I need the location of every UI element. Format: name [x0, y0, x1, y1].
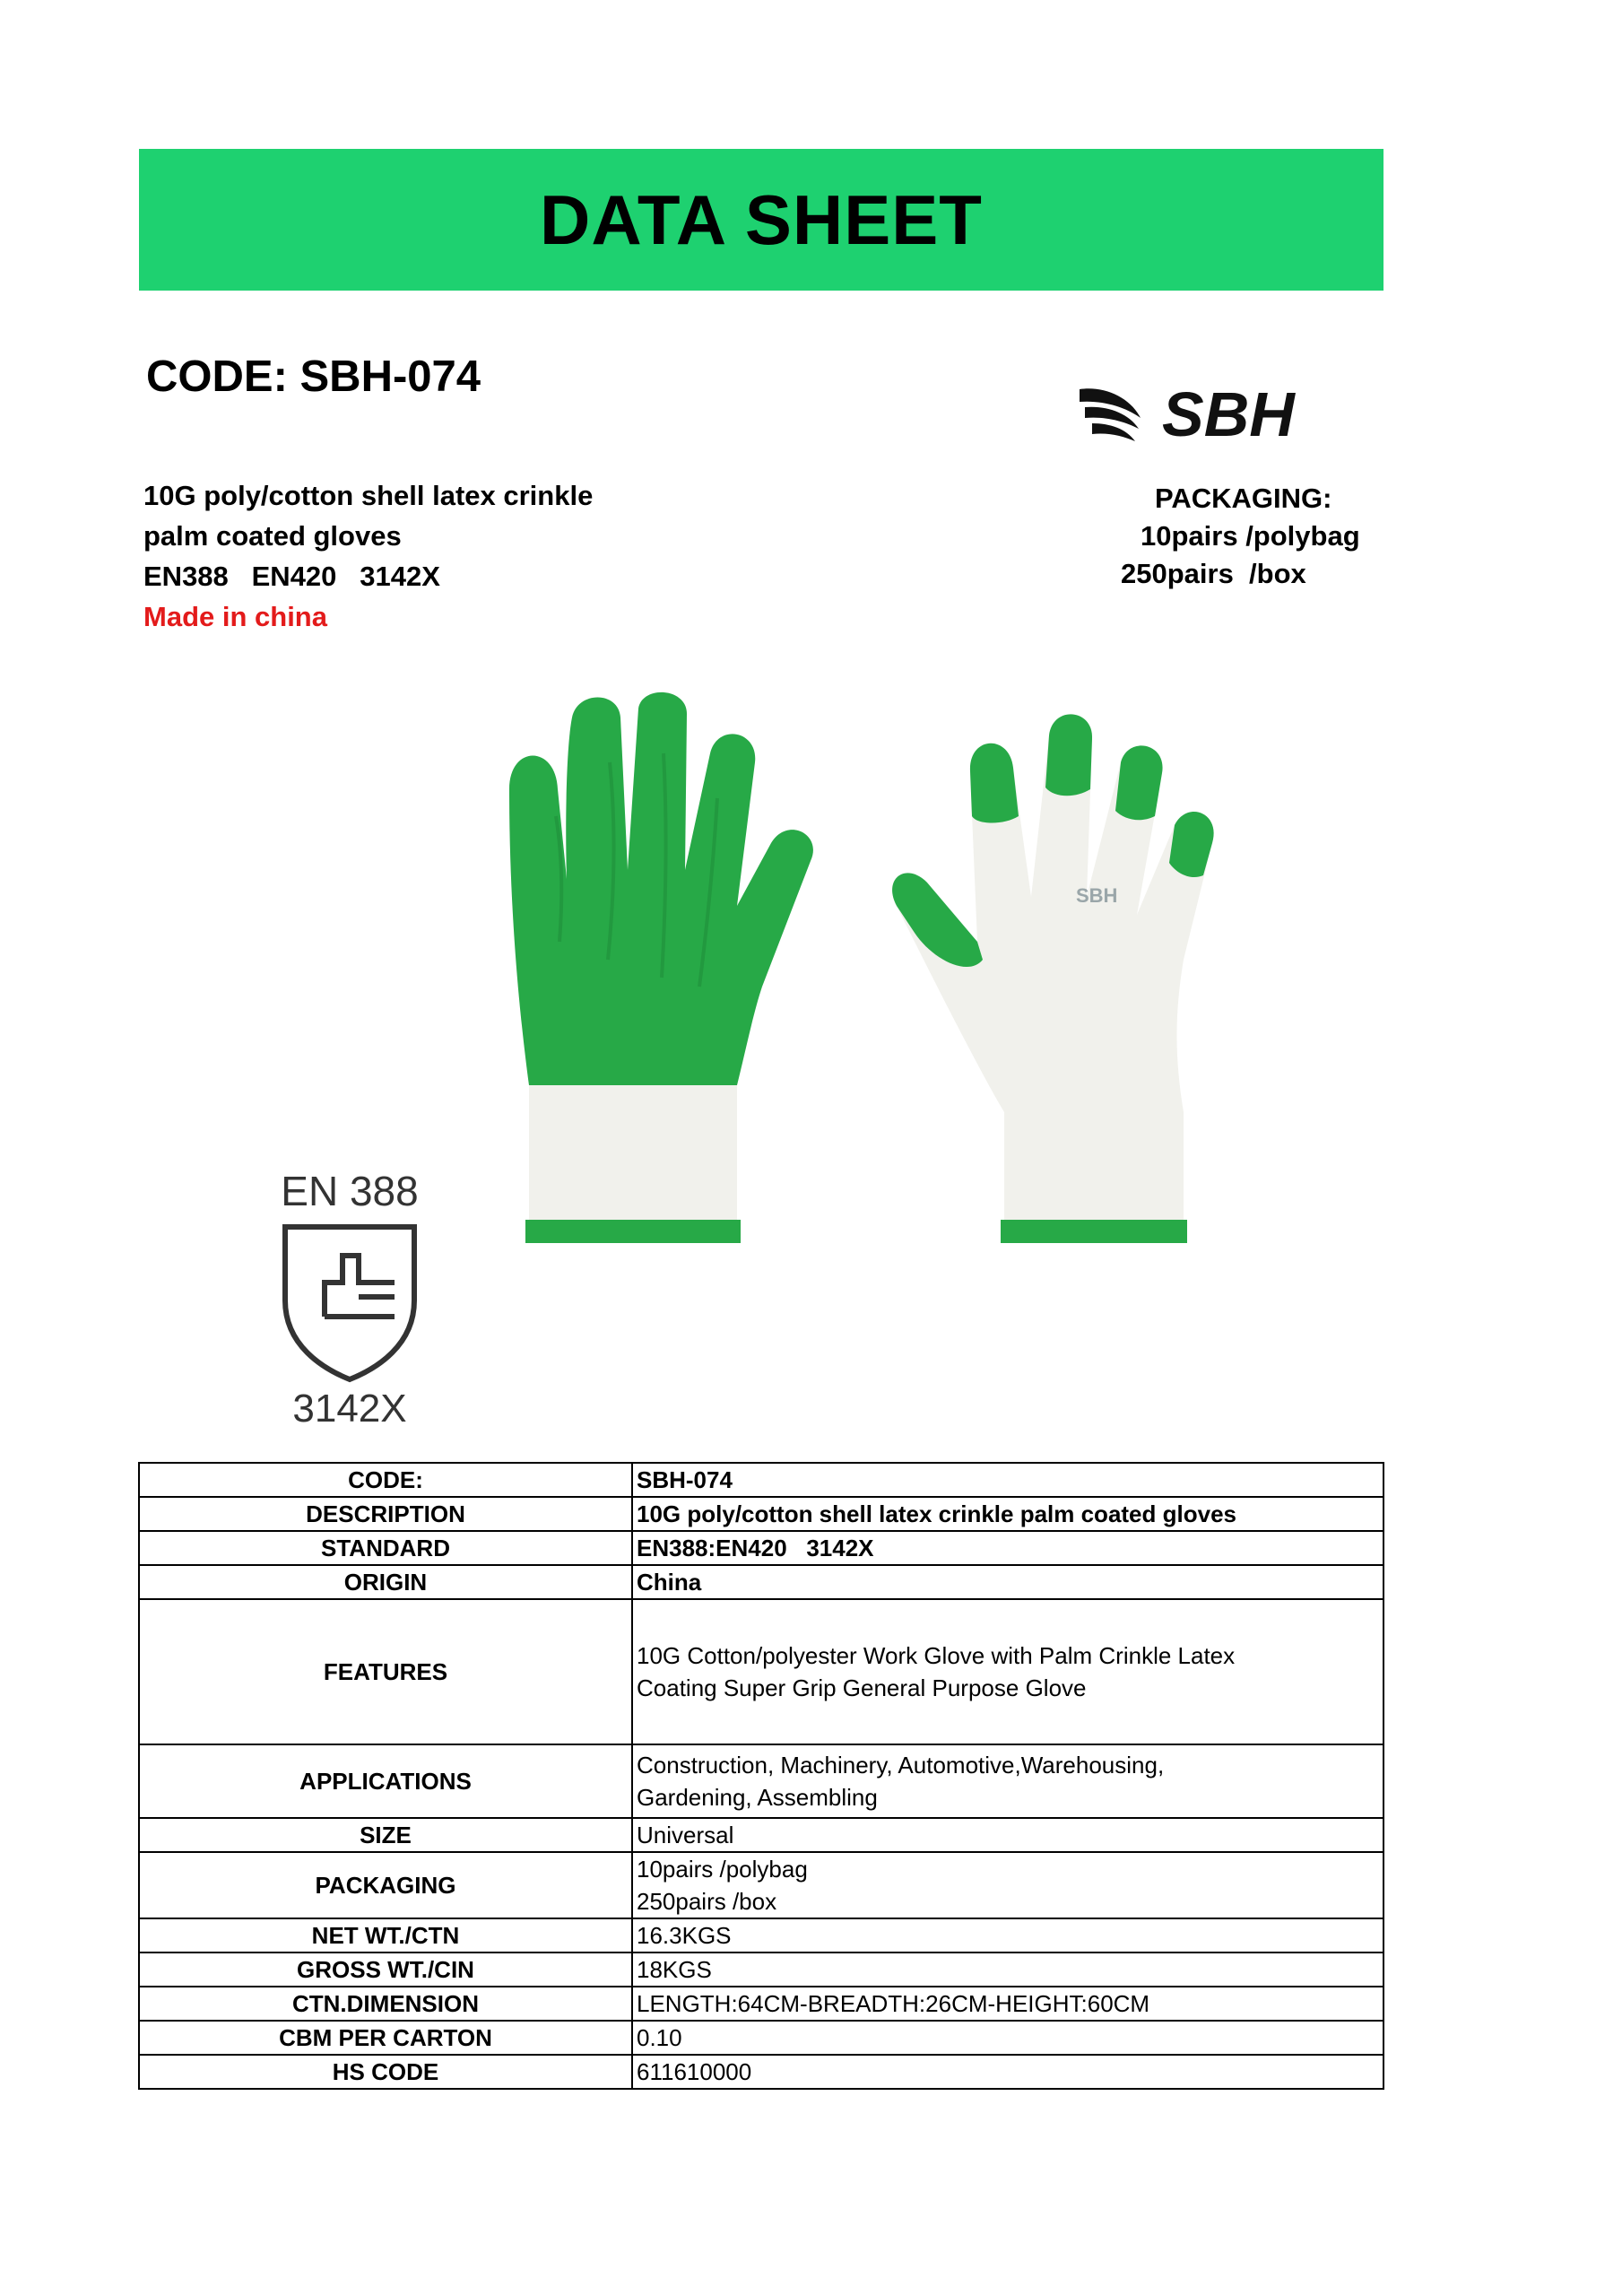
spec-value: [632, 1987, 1383, 2021]
packaging-line2: 250pairs /box: [1121, 558, 1306, 589]
table-row: [139, 1918, 1383, 1952]
table-row: [139, 1565, 1383, 1599]
spec-value-line: 0.10: [637, 2024, 682, 2051]
spec-value: [632, 1531, 1383, 1565]
spec-key: NET WT./CTN: [139, 1918, 632, 1952]
sbh-logo: [1076, 377, 1372, 448]
spec-key: SIZE: [139, 1818, 632, 1852]
spec-value-line: 10G poly/cotton shell latex crinkle palm coated gloves: [637, 1500, 1236, 1527]
packaging-line1: 10pairs /polybag: [1141, 520, 1360, 552]
wing-icon: [1080, 388, 1141, 441]
spec-value: [632, 1818, 1383, 1852]
spec-key: CTN.DIMENSION: [139, 1987, 632, 2021]
spec-value-line: 10G Cotton/polyester Work Glove with Palm Crinkle Latex: [637, 1642, 1236, 1669]
packaging-heading: PACKAGING:: [1155, 483, 1332, 514]
spec-value-line: 18KGS: [637, 1956, 712, 1983]
title-banner: [139, 149, 1383, 291]
table-row: [139, 1952, 1383, 1987]
spec-key: CODE:: [139, 1463, 632, 1497]
packaging-summary: [1121, 480, 1390, 593]
spec-value-line: SBH-074: [637, 1466, 733, 1493]
table-row: [139, 2021, 1383, 2055]
spec-value: [632, 1565, 1383, 1599]
spec-key: CBM PER CARTON: [139, 2021, 632, 2055]
spec-value-line: Coating Super Grip General Purpose Glove: [637, 1674, 1087, 1701]
glove-print-brand: SBH: [1076, 884, 1118, 907]
glove-left-palm: [509, 692, 813, 1243]
spec-value-line: EN388:EN420 3142X: [637, 1535, 874, 1561]
product-summary: [143, 475, 593, 637]
page-title: DATA SHEET: [540, 179, 983, 259]
spec-value-line: Universal: [637, 1822, 734, 1848]
table-row: [139, 1497, 1383, 1531]
spec-key: STANDARD: [139, 1531, 632, 1565]
spec-key: GROSS WT./CIN: [139, 1952, 632, 1987]
spec-key: ORIGIN: [139, 1565, 632, 1599]
spec-key: FEATURES: [139, 1599, 632, 1744]
spec-key: PACKAGING: [139, 1852, 632, 1918]
spec-value: [632, 1918, 1383, 1952]
spec-key: HS CODE: [139, 2055, 632, 2089]
logo-text: SBH: [1162, 379, 1295, 448]
spec-value-line: LENGTH:64CM-BREADTH:26CM-HEIGHT:60CM: [637, 1990, 1150, 2017]
spec-value: [632, 2055, 1383, 2089]
en388-pictogram: [269, 1166, 430, 1426]
table-row: [139, 2055, 1383, 2089]
spec-key: APPLICATIONS: [139, 1744, 632, 1818]
badge-rating: 3142X: [292, 1387, 407, 1426]
spec-value-line: Construction, Machinery, Automotive,Warehousing,: [637, 1752, 1165, 1779]
product-description-line1: 10G poly/cotton shell latex crinkle: [143, 480, 594, 511]
table-row: [139, 1987, 1383, 2021]
spec-value: [632, 2021, 1383, 2055]
spec-value: [632, 1952, 1383, 1987]
table-row: [139, 1818, 1383, 1852]
table-row: [139, 1744, 1383, 1818]
spec-value-line: 250pairs /box: [637, 1888, 777, 1915]
table-row: [139, 1599, 1383, 1744]
spec-key: DESCRIPTION: [139, 1497, 632, 1531]
gloves-image: [502, 691, 1282, 1247]
spec-value-line: 611610000: [637, 2058, 752, 2085]
spec-value: [632, 1599, 1383, 1744]
spec-value-line: 16.3KGS: [637, 1922, 732, 1949]
table-row: [139, 1531, 1383, 1565]
table-row: [139, 1463, 1383, 1497]
spec-table: [138, 1462, 1384, 2090]
spec-value: [632, 1852, 1383, 1918]
product-standards: EN388 EN420 3142X: [143, 561, 440, 592]
product-description-line2: palm coated gloves: [143, 520, 402, 552]
product-code-heading: CODE: SBH-074: [146, 352, 481, 401]
glove-right-back: [892, 714, 1214, 1243]
shield-icon: [285, 1227, 414, 1379]
spec-value-line: Gardening, Assembling: [637, 1784, 878, 1811]
made-in-note: Made in china: [143, 601, 327, 632]
spec-value: [632, 1463, 1383, 1497]
badge-standard: EN 388: [281, 1168, 419, 1214]
spec-value-line: China: [637, 1569, 702, 1596]
spec-value-line: 10pairs /polybag: [637, 1856, 808, 1883]
spec-value: [632, 1744, 1383, 1818]
table-row: [139, 1852, 1383, 1918]
spec-value: [632, 1497, 1383, 1531]
